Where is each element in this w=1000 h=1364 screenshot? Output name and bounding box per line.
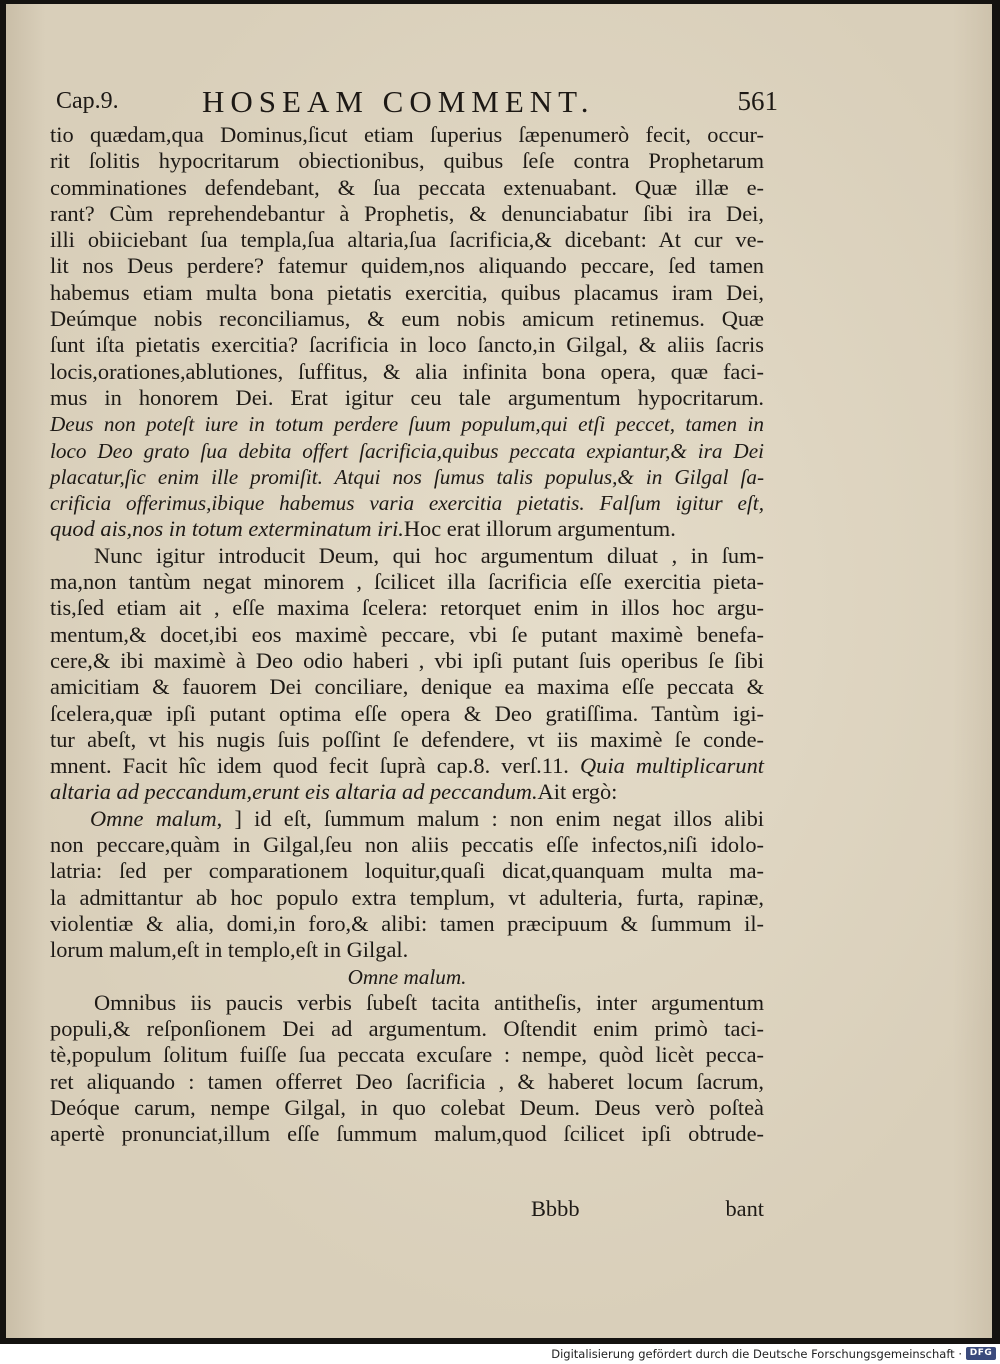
- text-line: locis,orationes,ablutiones, ſuffitus, & alia infinita bona opera, quæ faci-: [50, 358, 764, 384]
- dfg-logo: DFG: [966, 1347, 996, 1360]
- lemma-line: [50, 806, 764, 832]
- signature-mark: Bbbb: [531, 1196, 580, 1221]
- commentary-text: [50, 122, 764, 1148]
- text-line: mentum,& docet,ibi eos maximè peccare, vbi ſe putant maximè benefa-: [50, 621, 764, 647]
- italic-argument-fragment: quod ais,nos in totum exterminatum iri.: [50, 516, 404, 542]
- lemma: Omne malum: [90, 805, 217, 831]
- text-line: lit nos Deus perdere? fatemur quidem,nos aliquando peccare, ſed tamen: [50, 253, 764, 279]
- text-line: tè,populum ſolitum fuiſſe ſua peccata excuſare : nempe, quòd licèt pecca-: [50, 1042, 764, 1068]
- text-line: illi obiiciebant ſua templa,ſua altaria,ſua ſacrificia,& dicebant: At cur ve-: [50, 227, 764, 253]
- text-fragment: Hoc erat illorum argumentum.: [403, 516, 676, 542]
- funding-credit: Digitalisierung gefördert durch die Deutsche Forschungsgemeinschaft ·: [551, 1347, 962, 1361]
- book-page: [6, 4, 992, 1338]
- text-line: populi,& reſponſionem Dei ad argumentum. Oſtendit enim primò taci-: [50, 1016, 764, 1042]
- text-line: violentiæ & alia, domi,in foro,& alibi: tamen præcipuum & ſummum il-: [50, 910, 764, 936]
- italic-argument-line: crificia offerimus,ibique habemus varia exercitia pietatis. Falſum igitur eſt,: [50, 491, 764, 516]
- text-line: amicitiam & fauorem Dei conciliare, denique ea maxima eſſe peccata &: [50, 674, 764, 700]
- running-head: [56, 84, 778, 118]
- text-line: Deóque carum, nempe Gilgal, in quo colebat Deum. Deus verò poſteà: [50, 1094, 764, 1120]
- page-number: 561: [737, 86, 778, 116]
- text-line: latria: ſed per comparationem loquitur,quaſi dicat,quanquam multa ma-: [50, 858, 764, 884]
- catchword-row: [50, 1196, 764, 1226]
- text-line: cere,& ibi maximè à Deo odio haberi , vbi ipſi putant ſuis operibus ſe ſibi: [50, 647, 764, 673]
- text-line: tur abeſt, vt his nugis ſuis poſſint ſe defendere, vt iis maximè ſe conde-: [50, 726, 764, 752]
- paragraph-start-line: Omnibus iis paucis verbis ſubeſt tacita antitheſis, inter argumentum: [94, 989, 764, 1015]
- text-line: lorum malum,eſt in templo,eſt in Gilgal.: [50, 937, 409, 963]
- text-line: apertè pronunciat,illum eſſe ſummum malum,quod ſcilicet ipſi obtrude-: [50, 1121, 764, 1147]
- text-line: la admittantur ab hoc populo extra templum, vt adulteria, furta, rapinæ,: [50, 884, 764, 910]
- text-line: [50, 516, 764, 542]
- text-line: tis,ſed etiam ait , eſſe maxima ſcelera: retorquet enim in illos hoc argu-: [50, 595, 764, 621]
- text-line: tio quædam,qua Dominus,ſicut etiam ſuperius ſæpenumerò fecit, occur-: [50, 122, 764, 147]
- text-line: [50, 779, 764, 805]
- text-line: [50, 753, 764, 779]
- text-line: habemus etiam multa bona pietatis exercitia, quibus placamus iram Dei,: [50, 279, 764, 305]
- catchword: bant: [725, 1196, 764, 1221]
- text-fragment: mnent. Facit hîc idem quod fecit ſuprà cap.8. verſ.11.: [50, 753, 569, 779]
- paragraph-start-line: Nunc igitur introducit Deum, qui hoc argumentum diluat , in ſum-: [94, 542, 764, 568]
- text-line: Deúmque nobis reconciliamus, & eum nobis amicum retinemus. Quæ: [50, 306, 764, 332]
- text-line: ſcelera,quæ ipſi putant optima eſſe opera & Deo gratiſſima. Tantùm igi-: [50, 700, 764, 726]
- chapter-label: Cap.9.: [56, 88, 119, 114]
- text-fragment: , ] id eſt, ſummum malum : non enim negat illos alibi: [216, 805, 765, 831]
- text-line: rit ſolitis hypocritarum obiectionibus, quibus ſeſe contra Prophetarum: [50, 148, 764, 174]
- text-line: mus in honorem Dei. Erat igitur ceu tale argumentum hypocritarum.: [50, 384, 764, 410]
- text-line: ma,non tantùm negat minorem , ſcilicet illa ſacrificia eſſe exercitia pieta-: [50, 569, 764, 595]
- italic-argument-line: placatur,ſic enim ille promiſit. Atqui nos ſumus talis populus,& in Gilgal ſa-: [50, 464, 764, 489]
- text-line: ret aliquando : tamen offerret Deo ſacrificia , & haberet locum ſacrum,: [50, 1068, 764, 1094]
- italic-argument-line: Deus non poteſt iure in totum perdere ſuum populum,qui etſi peccet, tamen in: [50, 412, 764, 437]
- footer-bar: [0, 1344, 1000, 1364]
- scripture-citation: Quia multiplicarunt: [579, 753, 764, 779]
- section-heading: Omne malum.: [347, 964, 467, 989]
- text-line: comminationes defendebant, & ſua peccata extenuabant. Quæ illæ e-: [50, 174, 764, 200]
- running-title: HOSEAM COMMENT.: [202, 84, 595, 119]
- text-line: ſunt iſta pietatis exercitia? ſacrificia in loco ſancto,in Gilgal, & aliis ſacris: [50, 332, 764, 358]
- text-line: rant? Cùm reprehendebantur à Prophetis, & denunciabatur ſibi ira Dei,: [50, 200, 764, 226]
- text-fragment: Ait ergò:: [537, 779, 618, 805]
- scripture-citation: altaria ad peccandum,erunt eis altaria ad peccandum.: [50, 779, 538, 805]
- italic-argument-line: loco Deo grato ſua debita offert ſacrificia,quibus peccata expiantur,& ira Dei: [50, 438, 764, 463]
- text-line: non peccare,quàm in Gilgal,ſeu non aliis peccatis eſſe infectos,niſi idolo-: [50, 832, 764, 858]
